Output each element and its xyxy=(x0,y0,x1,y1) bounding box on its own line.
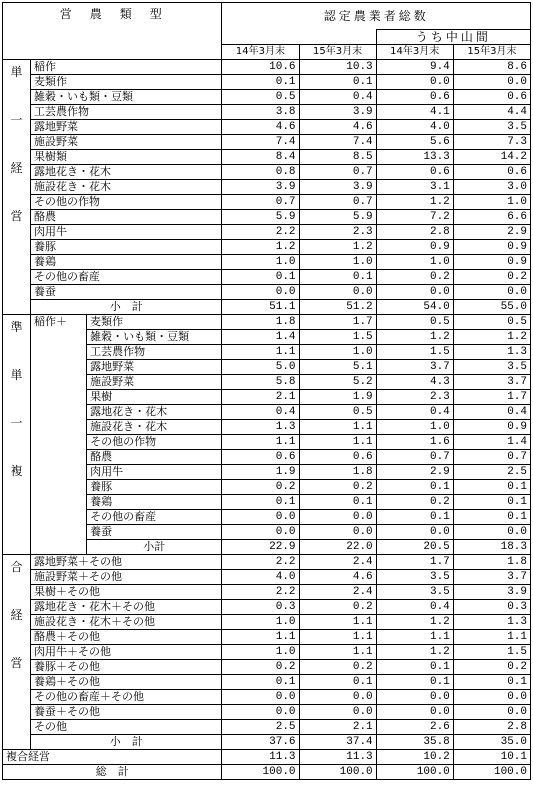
row-label: 養蚕＋その他 xyxy=(31,705,222,720)
value-cell: 0.2 xyxy=(376,270,453,285)
type-header: 営 農 類 型 xyxy=(3,3,222,60)
table-row xyxy=(3,705,531,720)
value-cell: 0.2 xyxy=(222,480,299,495)
value-cell: 5.9 xyxy=(222,210,299,225)
row-label: その他 xyxy=(31,720,222,735)
value-cell: 51.1 xyxy=(222,300,299,315)
value-cell: 0.2 xyxy=(222,660,299,675)
value-cell: 0.0 xyxy=(376,690,453,705)
semi-prefix: 稲作＋ xyxy=(31,315,87,555)
table-row xyxy=(3,105,531,120)
value-cell: 1.5 xyxy=(299,330,376,345)
value-cell: 2.4 xyxy=(299,555,376,570)
value-cell: 0.2 xyxy=(376,495,453,510)
value-cell: 0.3 xyxy=(222,600,299,615)
table-row xyxy=(3,120,531,135)
value-cell: 100.0 xyxy=(453,765,530,780)
value-cell: 1.0 xyxy=(222,255,299,270)
value-cell: 3.5 xyxy=(453,120,530,135)
value-cell: 2.2 xyxy=(222,585,299,600)
value-cell: 8.6 xyxy=(453,60,530,75)
value-cell: 1.1 xyxy=(222,630,299,645)
row-label: 肉用牛 xyxy=(87,465,222,480)
row-label: その他の畜産 xyxy=(87,510,222,525)
value-cell: 1.7 xyxy=(453,390,530,405)
value-cell: 0.4 xyxy=(222,405,299,420)
table-row xyxy=(3,615,531,630)
group-label-text: 単 一 経 営 xyxy=(10,65,23,223)
value-cell: 0.9 xyxy=(453,255,530,270)
group-label-semi xyxy=(3,315,31,555)
value-cell: 37.6 xyxy=(222,735,299,750)
farmer-statistics-table xyxy=(2,2,531,780)
value-cell: 3.9 xyxy=(453,585,530,600)
value-cell: 0.0 xyxy=(376,285,453,300)
row-label: 露地花き・花木 xyxy=(31,165,222,180)
value-cell: 1.0 xyxy=(222,645,299,660)
value-cell: 0.0 xyxy=(299,690,376,705)
value-cell: 8.4 xyxy=(222,150,299,165)
value-cell: 0.0 xyxy=(222,705,299,720)
table-row xyxy=(3,165,531,180)
table-row xyxy=(3,600,531,615)
value-cell: 1.8 xyxy=(453,555,530,570)
value-cell: 22.0 xyxy=(299,540,376,555)
row-label: 養豚 xyxy=(31,240,222,255)
value-cell: 0.1 xyxy=(453,675,530,690)
value-cell: 0.8 xyxy=(222,165,299,180)
table-row xyxy=(3,720,531,735)
table-row xyxy=(3,195,531,210)
value-cell: 0.1 xyxy=(376,510,453,525)
value-cell: 6.6 xyxy=(453,210,530,225)
value-cell: 1.1 xyxy=(376,630,453,645)
value-cell: 0.2 xyxy=(453,270,530,285)
value-cell: 1.3 xyxy=(453,615,530,630)
value-cell: 0.4 xyxy=(299,90,376,105)
value-cell: 4.6 xyxy=(299,120,376,135)
value-cell: 0.6 xyxy=(376,90,453,105)
table-row xyxy=(3,135,531,150)
row-label: 露地花き・花木＋その他 xyxy=(31,600,222,615)
row-label: 酪農＋その他 xyxy=(31,630,222,645)
value-cell: 2.2 xyxy=(222,225,299,240)
value-cell: 1.2 xyxy=(222,240,299,255)
value-cell: 4.6 xyxy=(222,120,299,135)
value-cell: 0.0 xyxy=(453,690,530,705)
table-row xyxy=(3,660,531,675)
row-label: その他の畜産 xyxy=(31,270,222,285)
value-cell: 1.1 xyxy=(299,615,376,630)
row-label: 養蚕 xyxy=(31,285,222,300)
value-cell: 10.6 xyxy=(222,60,299,75)
value-cell: 1.7 xyxy=(299,315,376,330)
value-cell: 20.5 xyxy=(376,540,453,555)
value-cell: 0.1 xyxy=(299,270,376,285)
value-cell: 0.4 xyxy=(453,405,530,420)
value-cell: 0.0 xyxy=(299,525,376,540)
row-label: 養豚 xyxy=(87,480,222,495)
value-cell: 51.2 xyxy=(299,300,376,315)
value-cell: 0.1 xyxy=(299,75,376,90)
value-cell: 1.0 xyxy=(222,615,299,630)
value-cell: 0.5 xyxy=(222,90,299,105)
value-cell: 11.3 xyxy=(222,750,299,765)
value-cell: 0.2 xyxy=(453,660,530,675)
value-cell: 7.4 xyxy=(222,135,299,150)
value-cell: 0.2 xyxy=(299,480,376,495)
total-header: 認定農業者総数 xyxy=(222,3,531,30)
table-row xyxy=(3,225,531,240)
value-cell: 4.4 xyxy=(453,105,530,120)
header-blank xyxy=(222,30,376,45)
value-cell: 5.1 xyxy=(299,360,376,375)
value-cell: 3.1 xyxy=(376,180,453,195)
table-row xyxy=(3,555,531,570)
value-cell: 1.4 xyxy=(453,435,530,450)
row-label: その他の作物 xyxy=(87,435,222,450)
value-cell: 1.2 xyxy=(376,330,453,345)
group-label-text: 合 経 営 xyxy=(10,560,23,670)
table-row xyxy=(3,645,531,660)
value-cell: 2.4 xyxy=(299,585,376,600)
value-cell: 1.0 xyxy=(453,195,530,210)
value-cell: 2.6 xyxy=(376,720,453,735)
value-cell: 13.3 xyxy=(376,150,453,165)
table-row xyxy=(3,300,531,315)
value-cell: 0.5 xyxy=(376,315,453,330)
value-cell: 0.1 xyxy=(453,510,530,525)
row-label: 総 計 xyxy=(3,765,222,780)
value-cell: 0.0 xyxy=(453,285,530,300)
value-cell: 4.6 xyxy=(299,570,376,585)
value-cell: 4.0 xyxy=(222,570,299,585)
value-cell: 0.6 xyxy=(222,450,299,465)
value-cell: 2.3 xyxy=(299,225,376,240)
value-cell: 3.8 xyxy=(222,105,299,120)
value-cell: 5.8 xyxy=(222,375,299,390)
value-cell: 0.0 xyxy=(299,705,376,720)
row-label: 果樹類 xyxy=(31,150,222,165)
row-label: 養鶏＋その他 xyxy=(31,675,222,690)
value-cell: 0.4 xyxy=(376,405,453,420)
value-cell: 2.1 xyxy=(222,390,299,405)
table-row xyxy=(3,75,531,90)
value-cell: 10.2 xyxy=(376,750,453,765)
value-cell: 2.5 xyxy=(222,720,299,735)
row-label: 果樹 xyxy=(87,390,222,405)
value-cell: 1.1 xyxy=(299,420,376,435)
value-cell: 1.5 xyxy=(453,645,530,660)
table-row xyxy=(3,150,531,165)
value-cell: 1.2 xyxy=(376,195,453,210)
table-row xyxy=(3,210,531,225)
value-cell: 0.0 xyxy=(376,705,453,720)
value-cell: 0.6 xyxy=(453,90,530,105)
value-cell: 0.1 xyxy=(299,495,376,510)
value-cell: 1.1 xyxy=(299,630,376,645)
table-row xyxy=(3,675,531,690)
value-cell: 1.1 xyxy=(453,630,530,645)
table-row xyxy=(3,630,531,645)
value-cell: 0.1 xyxy=(299,675,376,690)
value-cell: 1.2 xyxy=(453,330,530,345)
row-label: 養豚＋その他 xyxy=(31,660,222,675)
table-row xyxy=(3,750,531,765)
value-cell: 5.9 xyxy=(299,210,376,225)
value-cell: 2.2 xyxy=(222,555,299,570)
value-cell: 0.2 xyxy=(299,600,376,615)
value-cell: 0.1 xyxy=(222,495,299,510)
table-row xyxy=(3,585,531,600)
value-cell: 37.4 xyxy=(299,735,376,750)
value-cell: 1.8 xyxy=(299,465,376,480)
value-cell: 0.5 xyxy=(453,315,530,330)
value-cell: 0.1 xyxy=(376,480,453,495)
row-label: 工芸農作物 xyxy=(87,345,222,360)
row-label: その他の作物 xyxy=(31,195,222,210)
table-row xyxy=(3,270,531,285)
value-cell: 0.1 xyxy=(376,675,453,690)
value-cell: 100.0 xyxy=(299,765,376,780)
row-label: 露地野菜 xyxy=(87,360,222,375)
value-cell: 0.4 xyxy=(376,600,453,615)
table-row xyxy=(3,255,531,270)
value-cell: 0.2 xyxy=(299,660,376,675)
period-header-1: 14年3月末 xyxy=(222,45,299,60)
value-cell: 0.1 xyxy=(222,270,299,285)
value-cell: 35.8 xyxy=(376,735,453,750)
row-label: 養鶏 xyxy=(31,255,222,270)
value-cell: 0.5 xyxy=(299,405,376,420)
row-label: 露地野菜＋その他 xyxy=(31,555,222,570)
header-row-1 xyxy=(3,3,531,30)
value-cell: 1.0 xyxy=(299,255,376,270)
value-cell: 0.0 xyxy=(299,510,376,525)
value-cell: 0.6 xyxy=(376,165,453,180)
row-label: 施設花き・花木 xyxy=(87,420,222,435)
row-label: 肉用牛＋その他 xyxy=(31,645,222,660)
row-label: 肉用牛 xyxy=(31,225,222,240)
row-label: 工芸農作物 xyxy=(31,105,222,120)
value-cell: 5.0 xyxy=(222,360,299,375)
value-cell: 0.7 xyxy=(453,450,530,465)
value-cell: 3.7 xyxy=(453,570,530,585)
row-label: 稲作 xyxy=(31,60,222,75)
table-row xyxy=(3,315,531,330)
group-label-text: 準 単 一 複 xyxy=(10,320,23,478)
value-cell: 0.0 xyxy=(376,75,453,90)
group-label-multi xyxy=(3,555,31,750)
value-cell: 3.5 xyxy=(376,570,453,585)
value-cell: 14.2 xyxy=(453,150,530,165)
period-header-2: 15年3月末 xyxy=(299,45,376,60)
value-cell: 1.0 xyxy=(376,255,453,270)
value-cell: 0.0 xyxy=(453,525,530,540)
table-row xyxy=(3,180,531,195)
value-cell: 0.7 xyxy=(299,195,376,210)
period-header-4: 15年3月末 xyxy=(453,45,530,60)
value-cell: 10.1 xyxy=(453,750,530,765)
row-label: 雑穀・いも類・豆類 xyxy=(31,90,222,105)
value-cell: 4.3 xyxy=(376,375,453,390)
value-cell: 0.0 xyxy=(222,510,299,525)
value-cell: 5.2 xyxy=(299,375,376,390)
value-cell: 0.3 xyxy=(453,600,530,615)
value-cell: 1.1 xyxy=(222,345,299,360)
value-cell: 35.0 xyxy=(453,735,530,750)
value-cell: 0.7 xyxy=(222,195,299,210)
value-cell: 8.5 xyxy=(299,150,376,165)
value-cell: 1.7 xyxy=(376,555,453,570)
value-cell: 7.3 xyxy=(453,135,530,150)
value-cell: 0.0 xyxy=(222,525,299,540)
value-cell: 2.1 xyxy=(299,720,376,735)
value-cell: 2.8 xyxy=(453,720,530,735)
value-cell: 0.1 xyxy=(453,480,530,495)
value-cell: 0.6 xyxy=(453,165,530,180)
value-cell: 1.2 xyxy=(376,615,453,630)
value-cell: 0.0 xyxy=(222,285,299,300)
value-cell: 0.6 xyxy=(299,450,376,465)
value-cell: 1.3 xyxy=(222,420,299,435)
value-cell: 1.9 xyxy=(299,390,376,405)
row-label: 施設花き・花木 xyxy=(31,180,222,195)
value-cell: 2.9 xyxy=(376,465,453,480)
value-cell: 0.1 xyxy=(222,75,299,90)
value-cell: 0.1 xyxy=(453,495,530,510)
row-label: 施設野菜 xyxy=(87,375,222,390)
row-label: 露地花き・花木 xyxy=(87,405,222,420)
group-label-single xyxy=(3,60,31,315)
value-cell: 1.9 xyxy=(222,465,299,480)
value-cell: 0.0 xyxy=(222,690,299,705)
value-cell: 3.5 xyxy=(453,360,530,375)
value-cell: 55.0 xyxy=(453,300,530,315)
value-cell: 3.5 xyxy=(376,585,453,600)
value-cell: 5.6 xyxy=(376,135,453,150)
table-row xyxy=(3,765,531,780)
value-cell: 10.3 xyxy=(299,60,376,75)
period-header-3: 14年3月末 xyxy=(376,45,453,60)
row-label: 果樹＋その他 xyxy=(31,585,222,600)
row-label: 施設野菜 xyxy=(31,135,222,150)
row-label: 雑穀・いも類・豆類 xyxy=(87,330,222,345)
value-cell: 0.9 xyxy=(376,240,453,255)
value-cell: 100.0 xyxy=(222,765,299,780)
row-label: 小計 xyxy=(87,540,222,555)
value-cell: 0.0 xyxy=(299,285,376,300)
table-row xyxy=(3,690,531,705)
value-cell: 1.1 xyxy=(299,645,376,660)
value-cell: 4.0 xyxy=(376,120,453,135)
value-cell: 2.3 xyxy=(376,390,453,405)
row-label: 小 計 xyxy=(31,300,222,315)
value-cell: 2.5 xyxy=(453,465,530,480)
value-cell: 7.4 xyxy=(299,135,376,150)
value-cell: 9.4 xyxy=(376,60,453,75)
value-cell: 100.0 xyxy=(376,765,453,780)
row-label: 養蚕 xyxy=(87,525,222,540)
value-cell: 1.8 xyxy=(222,315,299,330)
value-cell: 0.0 xyxy=(376,525,453,540)
row-label: 麦類作 xyxy=(87,315,222,330)
value-cell: 1.4 xyxy=(222,330,299,345)
value-cell: 0.9 xyxy=(453,420,530,435)
value-cell: 1.0 xyxy=(376,420,453,435)
value-cell: 1.2 xyxy=(376,645,453,660)
row-label: 酪農 xyxy=(31,210,222,225)
row-label: 酪農 xyxy=(87,450,222,465)
value-cell: 1.6 xyxy=(376,435,453,450)
row-label: 養鶏 xyxy=(87,495,222,510)
value-cell: 18.3 xyxy=(453,540,530,555)
table-row xyxy=(3,570,531,585)
value-cell: 0.1 xyxy=(376,660,453,675)
value-cell: 3.0 xyxy=(453,180,530,195)
value-cell: 1.1 xyxy=(222,435,299,450)
table-row xyxy=(3,90,531,105)
value-cell: 0.7 xyxy=(376,450,453,465)
row-label: 小 計 xyxy=(31,735,222,750)
value-cell: 0.0 xyxy=(453,75,530,90)
value-cell: 7.2 xyxy=(376,210,453,225)
value-cell: 3.7 xyxy=(376,360,453,375)
value-cell: 1.3 xyxy=(453,345,530,360)
value-cell: 3.9 xyxy=(299,105,376,120)
value-cell: 1.5 xyxy=(376,345,453,360)
value-cell: 0.0 xyxy=(453,705,530,720)
row-label: その他の畜産＋その他 xyxy=(31,690,222,705)
table-row xyxy=(3,735,531,750)
value-cell: 11.3 xyxy=(299,750,376,765)
row-label: 施設花き・花木＋その他 xyxy=(31,615,222,630)
value-cell: 2.9 xyxy=(453,225,530,240)
value-cell: 0.9 xyxy=(453,240,530,255)
table-row xyxy=(3,285,531,300)
value-cell: 1.0 xyxy=(299,345,376,360)
value-cell: 2.8 xyxy=(376,225,453,240)
value-cell: 54.0 xyxy=(376,300,453,315)
value-cell: 0.1 xyxy=(222,675,299,690)
value-cell: 22.9 xyxy=(222,540,299,555)
table-row xyxy=(3,240,531,255)
table-row xyxy=(3,60,531,75)
row-label: 複合経営 xyxy=(3,750,222,765)
row-label: 施設野菜＋その他 xyxy=(31,570,222,585)
value-cell: 1.2 xyxy=(299,240,376,255)
row-label: 麦類作 xyxy=(31,75,222,90)
value-cell: 4.1 xyxy=(376,105,453,120)
value-cell: 3.9 xyxy=(299,180,376,195)
value-cell: 0.7 xyxy=(299,165,376,180)
value-cell: 1.1 xyxy=(299,435,376,450)
value-cell: 3.7 xyxy=(453,375,530,390)
row-label: 露地野菜 xyxy=(31,120,222,135)
value-cell: 3.9 xyxy=(222,180,299,195)
subset-header: うち中山間 xyxy=(376,30,530,45)
